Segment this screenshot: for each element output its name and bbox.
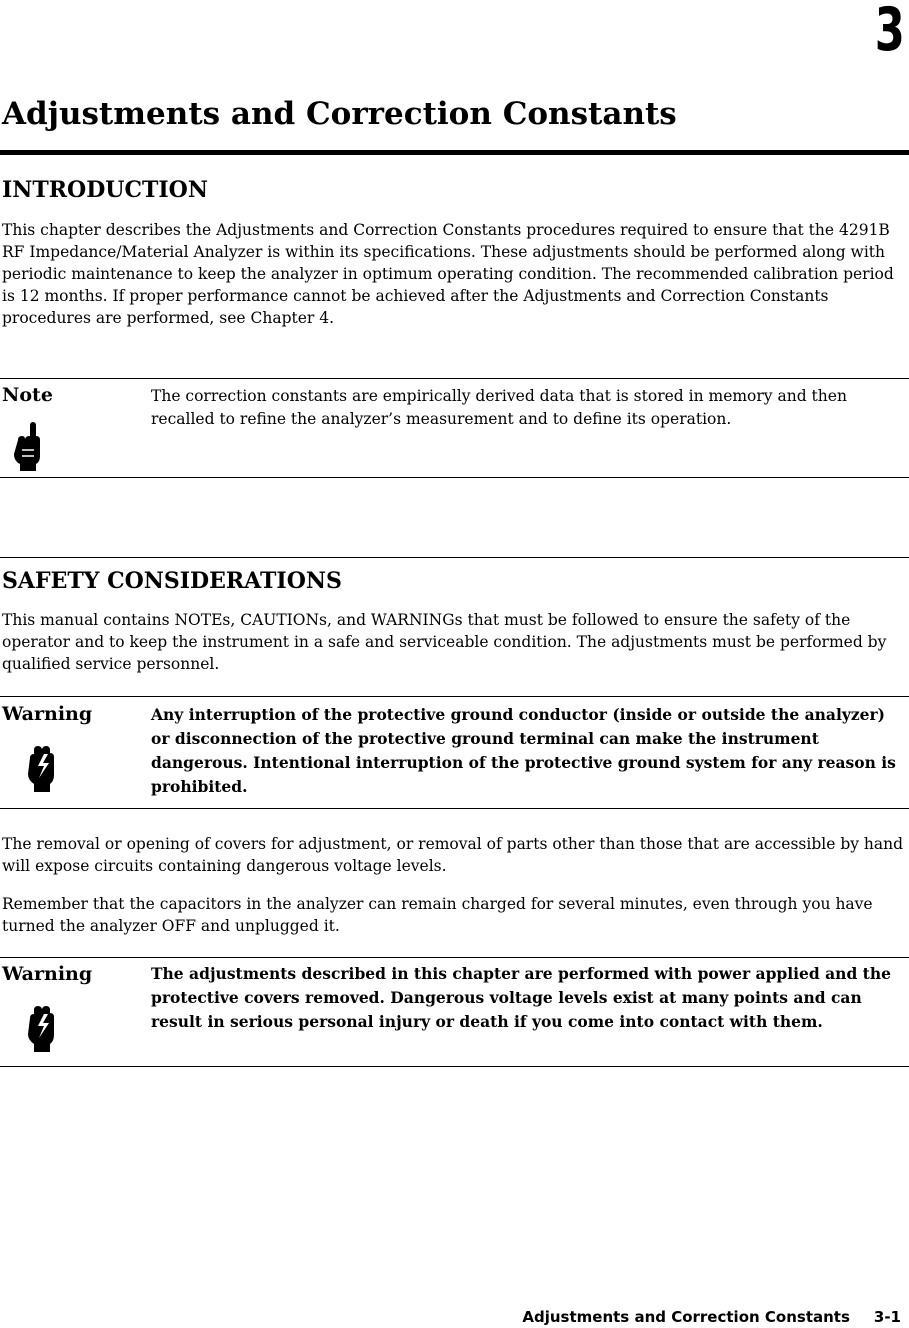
note-bottom-rule <box>0 477 909 478</box>
chapter-number: 3 <box>874 0 905 65</box>
warning1-label: Warning <box>2 703 93 725</box>
safety-heading: SAFETY CONSIDERATIONS <box>2 568 342 594</box>
shock-hand-icon <box>26 744 58 792</box>
pointing-hand-icon <box>12 420 44 472</box>
warning1-text: Any interruption of the protective ground conductor (inside or outside the analyzer) or disconnection of the protective ground terminal can make the instrument dangerous. Intentional interruption of the protective ground system for any reason is prohibited. <box>151 705 896 796</box>
introduction-heading: INTRODUCTION <box>2 177 208 203</box>
title-rule <box>0 150 909 155</box>
safety-top-rule <box>0 557 909 558</box>
shock-hand-icon <box>26 1004 58 1052</box>
warning2-top-rule <box>0 957 909 958</box>
safety-paragraph: This manual contains NOTEs, CAUTIONs, and WARNINGs that must be followed to ensure the safety of the operator and to keep the instrument in a safe and serviceable condition. The adjustments must be performed by qualified service personnel. <box>2 611 887 673</box>
warning1-bottom-rule <box>0 808 909 809</box>
introduction-paragraph: This chapter describes the Adjustments and Correction Constants procedures required to ensure that the 4291B RF Impedance/Material Analyzer is within its specifications. These adjustments should be performed along with periodic maintenance to keep the analyzer in optimum operating condition. The recommended calibration period is 12 months. If proper performance cannot be achieved after the Adjustments and Correction Constants procedures are performed, see Chapter 4. <box>2 221 894 327</box>
capacitors-paragraph: Remember that the capacitors in the analyzer can remain charged for several minutes, even through you have turned the analyzer OFF and unplugged it. <box>2 895 873 935</box>
note-label: Note <box>2 384 53 406</box>
warning2-bottom-rule <box>0 1066 909 1067</box>
warning1-top-rule <box>0 696 909 697</box>
removal-paragraph: The removal or opening of covers for adjustment, or removal of parts other than those that are accessible by hand will expose circuits containing dangerous voltage levels. <box>2 835 904 875</box>
note-top-rule <box>0 378 909 379</box>
footer-title: Adjustments and Correction Constants <box>522 1308 850 1326</box>
warning2-text: The adjustments described in this chapter are performed with power applied and the protective covers removed. Dangerous voltage levels exist at many points and can result in serious personal injury or death if you come into contact with them. <box>151 964 891 1031</box>
page-footer <box>522 1308 901 1326</box>
warning2-label: Warning <box>2 963 93 985</box>
chapter-title: Adjustments and Correction Constants <box>2 96 677 132</box>
page-number: 3-1 <box>873 1308 901 1326</box>
note-text: The correction constants are empirically derived data that is stored in memory and then recalled to refine the analyzer’s measurement and to define its operation. <box>151 387 847 428</box>
